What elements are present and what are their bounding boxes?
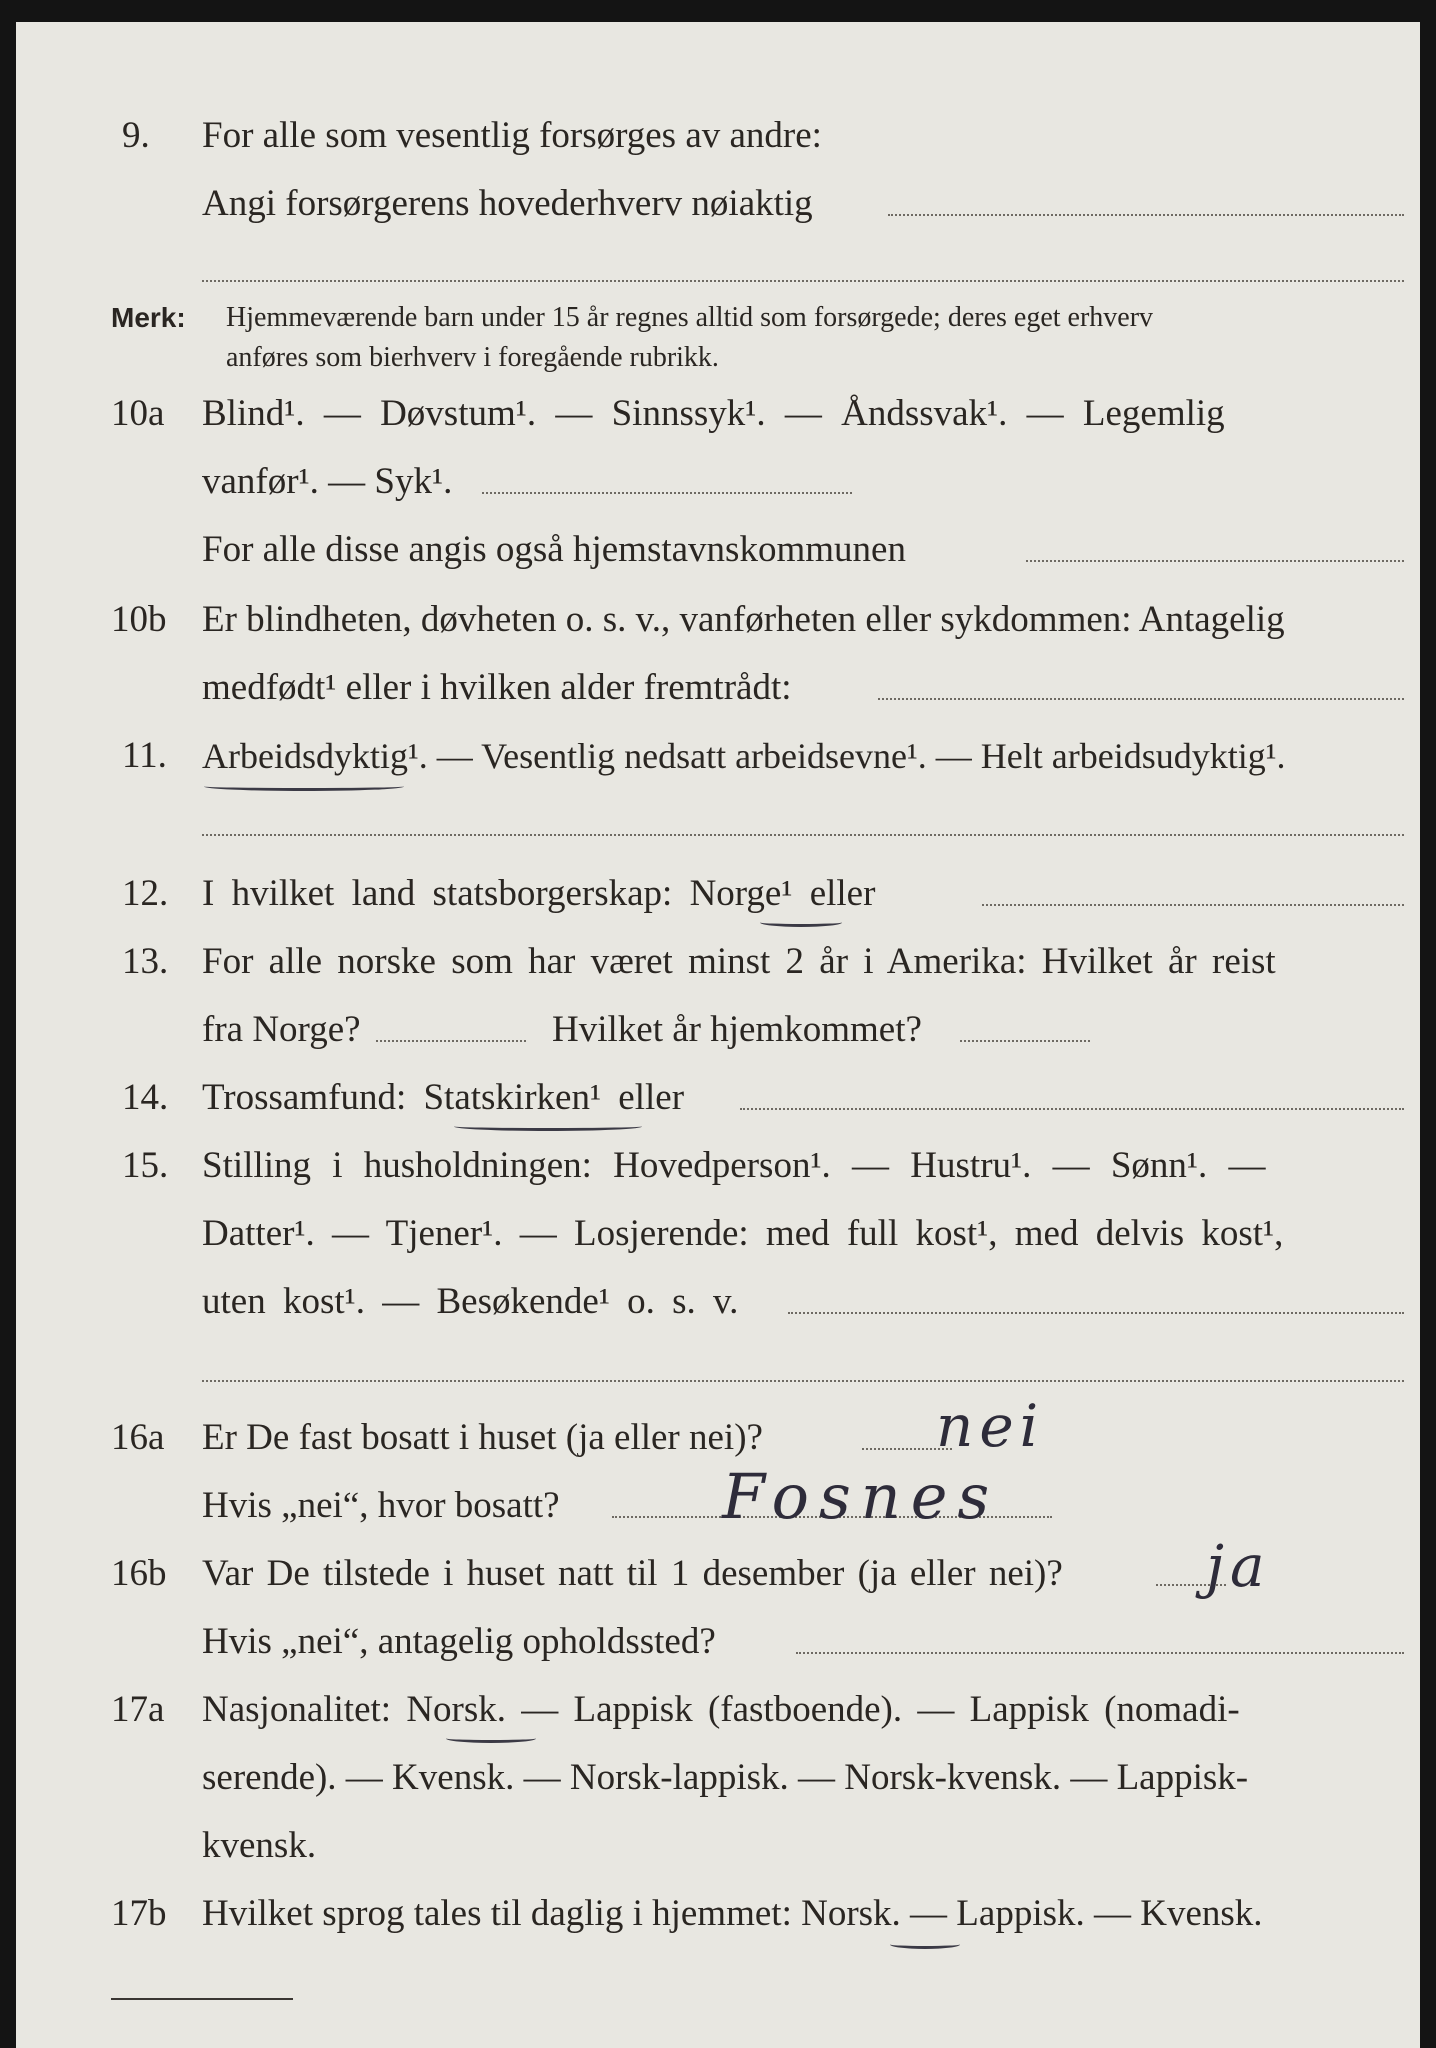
handwritten-underline — [204, 782, 404, 791]
question-number: 10a — [111, 393, 165, 434]
question-text: Nasjonalitet: Norsk. — Lappisk (fastboende). — Lappisk (nomadi- — [202, 1689, 1240, 1730]
answer-line[interactable] — [202, 280, 1404, 282]
handwritten-underline — [760, 918, 842, 927]
question-text: Hvilket sprog tales til daglig i hjemmet: Norsk. — Lappisk. — Kvensk. — [202, 1893, 1263, 1934]
question-text: Datter¹. — Tjener¹. — Losjerende: med full kost¹, med delvis kost¹, — [202, 1213, 1284, 1254]
question-text: For alle som vesentlig forsørges av andre: — [202, 115, 822, 156]
question-number: 14. — [122, 1077, 169, 1118]
question-number: 9. — [122, 115, 150, 156]
handwritten-underline — [454, 1122, 642, 1131]
question-text: serende). — Kvensk. — Norsk-lappisk. — Norsk-kvensk. — Lappisk- — [202, 1757, 1249, 1798]
question-text: I hvilket land statsborgerskap: Norge¹ eller — [202, 873, 876, 914]
question-text: Stilling i husholdningen: Hovedperson¹. — Hustru¹. — Sønn¹. — — [202, 1145, 1266, 1186]
question-text: Trossamfund: Statskirken¹ eller — [202, 1077, 685, 1118]
question-text: Hvis „nei“, hvor bosatt? — [202, 1485, 560, 1526]
question-text: Hvis „nei“, antagelig opholdssted? — [202, 1621, 716, 1662]
question-number: 17b — [111, 1893, 167, 1934]
question-number: 12. — [122, 873, 169, 914]
question-number: 16b — [111, 1553, 167, 1594]
question-number: 17a — [111, 1689, 165, 1730]
answer-line[interactable] — [202, 1380, 1404, 1382]
question-text: kvensk. — [202, 1825, 317, 1866]
question-text: Er De fast bosatt i huset (ja eller nei)? — [202, 1417, 763, 1458]
question-text: medfødt¹ eller i hvilken alder fremtrådt: — [202, 667, 792, 708]
answer-line[interactable] — [982, 904, 1404, 906]
answer-line[interactable] — [960, 1040, 1090, 1042]
answer-line[interactable] — [796, 1652, 1404, 1654]
note-line: anføres som bierhverv i foregående rubrikk. — [226, 342, 719, 373]
question-number: 16a — [111, 1417, 165, 1458]
note-text — [226, 298, 1406, 378]
question-text: Arbeidsdyktig¹. — Vesentlig nedsatt arbeidsevne¹. — Helt arbeidsudyktig¹. — [202, 736, 1286, 776]
question-text: uten kost¹. — Besøkende¹ o. s. v. — [202, 1281, 739, 1322]
handwritten-answer: nei — [936, 1392, 1045, 1460]
question-text: Var De tilstede i huset natt til 1 desember (ja eller nei)? — [202, 1553, 1063, 1594]
handwritten-answer: Fosnes — [722, 1460, 1000, 1533]
answer-line[interactable] — [878, 698, 1404, 700]
question-text: vanfør¹. — Syk¹. — [202, 461, 453, 502]
answer-line[interactable] — [788, 1312, 1404, 1314]
question-text: fra Norge? — [202, 1009, 361, 1050]
handwritten-underline — [890, 1940, 960, 1949]
census-form-page — [16, 22, 1420, 2048]
handwritten-answer: ja — [1206, 1532, 1271, 1600]
footnote-rule — [111, 1998, 293, 2000]
answer-line[interactable] — [1026, 560, 1404, 562]
note-label: Merk: — [111, 302, 186, 333]
question-text: Blind¹. — Døvstum¹. — Sinnssyk¹. — Åndssvak¹. — Legemlig — [202, 393, 1225, 434]
question-number: 13. — [122, 941, 169, 982]
answer-line[interactable] — [376, 1040, 526, 1042]
answer-line[interactable] — [482, 492, 852, 494]
answer-line[interactable] — [202, 834, 1404, 836]
question-number: 10b — [111, 599, 167, 640]
question-text: Er blindheten, døvheten o. s. v., vanførheten eller sykdommen: Antagelig — [202, 599, 1285, 640]
note-line: Hjemmeværende barn under 15 år regnes alltid som forsørgede; deres eget erhverv — [226, 302, 1154, 333]
answer-line[interactable] — [740, 1108, 1404, 1110]
question-text: Hvilket år hjemkommet? — [552, 1009, 922, 1050]
question-text: For alle norske som har været minst 2 år i Amerika: Hvilket år reist — [202, 941, 1276, 982]
question-number: 11. — [122, 735, 167, 776]
question-number: 15. — [122, 1145, 169, 1186]
question-text: For alle disse angis også hjemstavnskommunen — [202, 529, 906, 570]
question-text: Angi forsørgerens hovederhverv nøiaktig — [202, 183, 813, 224]
answer-line[interactable] — [888, 214, 1404, 216]
handwritten-underline — [446, 1734, 536, 1743]
